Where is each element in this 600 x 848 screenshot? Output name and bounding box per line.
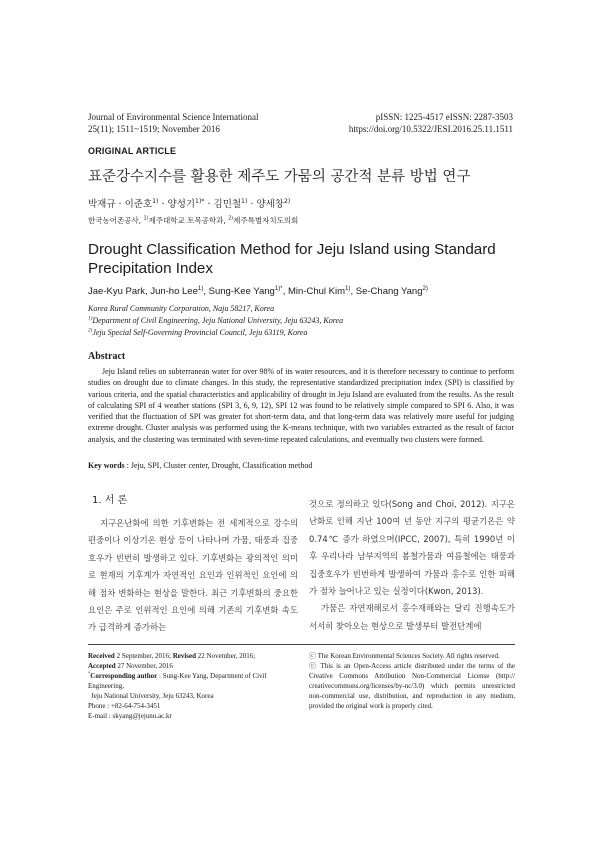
issn: pISSN: 1225-4517 eISSN: 2287-3503 <box>375 112 513 122</box>
intro-right-column <box>309 496 515 635</box>
english-affiliations <box>88 303 343 339</box>
english-author-sup: 2) <box>422 284 428 292</box>
issn-header <box>349 112 513 135</box>
korean-author-sup: 1) <box>241 197 248 205</box>
keywords-list: : Jeju, SPI, Cluster center, Drought, Classification method <box>124 461 313 470</box>
revised-date: 22 November, 2016; <box>196 652 256 660</box>
author-separator: · <box>158 199 168 210</box>
accepted-label: Accepted <box>88 662 116 670</box>
korean-affil-3: 제주특별자치도의회 <box>233 216 299 225</box>
english-author-name: Sung-Kee Yang <box>208 286 275 297</box>
dates-line-2 <box>88 661 300 671</box>
affiliation-sup: 2) <box>88 327 93 334</box>
affiliation-text: Department of Civil Engineering, Jeju National University, Jeju 63243, Korea <box>92 316 344 325</box>
received-date: 2 September, 2016; <box>114 652 173 660</box>
korean-author-sup: 2) <box>283 197 291 205</box>
article-type: ORIGINAL ARTICLE <box>88 146 177 156</box>
author-separator: , <box>145 286 151 297</box>
english-author-sup: 1) <box>345 284 351 292</box>
korean-author-name: 김민철 <box>213 199 242 210</box>
author-separator: · <box>247 199 257 210</box>
author-separator: , <box>282 286 288 297</box>
article-history <box>88 651 300 721</box>
korean-affil-3-sup: 2) <box>228 215 234 222</box>
intro-right-para-2: 가뭄은 자연재해로서 홍수재해와는 달리 진행속도가 서서히 찾아오는 현상으로 발생부터 발전단계에 <box>309 603 515 631</box>
affiliation-sup: 1) <box>88 315 93 322</box>
korean-author-sup: 1) <box>152 197 159 205</box>
corr-address: Jeju National University, Jeju 63243, Korea <box>91 692 214 700</box>
corr-mark: * <box>88 670 91 676</box>
korean-affiliations <box>88 215 298 226</box>
english-authors <box>88 286 428 297</box>
english-author-sup: 1) <box>197 284 204 292</box>
revised-label: Revised <box>172 652 197 660</box>
author-separator: · <box>115 199 125 210</box>
keywords <box>88 461 312 470</box>
journal-header <box>88 112 258 135</box>
english-author-sup: 1)* <box>274 284 283 292</box>
korean-affil-2-sup: 1) <box>143 215 149 222</box>
korean-affil-2: 제주대학교 토목공학과, <box>148 216 229 225</box>
corresponding-author <box>88 671 300 691</box>
english-author-name: Se-Chang Yang <box>355 286 423 297</box>
received-label: Received <box>88 652 115 660</box>
abstract-heading: Abstract <box>88 351 126 362</box>
keywords-label: Key words <box>88 461 125 470</box>
footnote-divider <box>88 644 515 645</box>
korean-author-sup: 1)* <box>195 197 205 205</box>
section-heading: 1. 서 론 <box>92 495 128 506</box>
english-author-name: Jae-Kyu Park <box>88 286 146 297</box>
abstract-body: Jeju Island relies on subterranean water for over 98% of its water resources, and it is therefore necessary to continue to perform studies on drought due to climate changes. In this study, the representative standardized precipitation index (SPI) is classified by various criteria, and the spatial characteristics and applicability of drought in Jeju Island are evaluated from the results. As the result of calculating SPI of 4 weather stations (SPI 3, 6, 9, 12), SPI 12 was found to be relatively simple compared to SPI 6. Also, it was verified that the fluctuation of SPI was greater fot short-term data, and that long-term data was relatively more useful for judging extreme drought. Cluster analysis was performed using the K-means technique, with two variables extracted as the result of factor analysis, and the clustering was terminated with seven-time repeated calculations, and eventually two clusters were formed. <box>88 367 514 444</box>
english-author-name: Min-Chul Kim <box>287 286 345 297</box>
corr-text: : Sung-Kee Yang, Department of Civil Engineering, <box>88 672 267 690</box>
copyright-notice <box>309 651 515 711</box>
author-separator: , <box>203 286 209 297</box>
korean-author-name: 양성기 <box>167 199 196 210</box>
phone: Phone : +82-64-754-3451 <box>88 702 161 710</box>
korean-affil-1: 한국농어촌공사, <box>88 216 144 225</box>
copyright: ⓒ The Korean Environmental Sciences Society. All rights reserved. <box>309 652 500 660</box>
license: ⓒ This is an Open-Access article distributed under the terms of the Creative Commons Attribution Non-Commercial License (http:// creativecommons.org/licenses/by-nc/3.0) which permits unrestricted non-commercial use, distribution, and reproduction in any medium, provided the original work is properly cited. <box>309 662 515 710</box>
corr-label: Corresponding author <box>90 672 158 680</box>
journal-name: Journal of Environmental Science International <box>88 112 259 122</box>
dates-line-1 <box>88 651 300 661</box>
korean-author-name: 박재규 <box>88 199 116 210</box>
english-title: Drought Classification Method for Jeju Island using Standard Precipitation Index <box>88 241 496 277</box>
affiliation-text: Jeju Special Self-Governing Provincial Council, Jeju 63119, Korea <box>92 328 308 337</box>
korean-author-name: 이준호 <box>124 199 153 210</box>
english-affiliation <box>88 327 343 339</box>
english-author-name: Jun-ho Lee <box>150 286 198 297</box>
korean-authors <box>88 196 290 210</box>
doi-link[interactable]: https://doi.org/10.5322/JESI.2016.25.11.1511 <box>348 123 513 134</box>
english-affiliation <box>88 303 343 315</box>
email[interactable]: E-mail : skyang@jejunu.ac.kr <box>88 712 172 720</box>
journal-volume: 25(11); 1511~1519; November 2016 <box>88 123 220 134</box>
author-separator: , <box>350 286 356 297</box>
accepted-date: 27 November, 2016 <box>115 662 173 670</box>
intro-left-column: 지구온난화에 의한 기후변화는 전 세계적으로 강수의 편중이나 이상기온 현상 등이 나타나며 가뭄, 태풍과 집중호우가 빈번히 발생하고 있다. 기후변화는 광의적인 의미로 현재의 기후계가 자연적인 요인과 인위적인 요인에 의해 점차 변화하는 현상을 말한다. 최근 기후변화의 중요한 요인은 주로 인위적인 요인에 의해 기존의 기후변화 속도가 급격하게 증가하는 <box>88 518 298 633</box>
affiliation-text: Korea Rural Community Corporation, Naju 58217, Korea <box>88 304 275 313</box>
korean-title: 표준강수지수를 활용한 제주도 가뭄의 공간적 분류 방법 연구 <box>88 169 471 185</box>
korean-author-name: 양세창 <box>256 199 284 210</box>
intro-right-para-1: 것으로 정의하고 있다(Song and Choi, 2012). 지구온난화로 인해 지난 100여 년 동안 지구의 평균기온은 약 0.74℃ 증가 하였으며(IPCC, 2007), 특히 1990년 이후 우리나라 남부지역의 봄철가뭄과 여름철에는 태풍과 집중호우가 빈번하게 발생하여 가뭄과 홍수로 인한 피해가 점차 늘어나고 있는 실정이다(Kwon, 2013). <box>309 499 515 597</box>
english-affiliation <box>88 315 343 327</box>
author-separator: · <box>204 199 214 210</box>
